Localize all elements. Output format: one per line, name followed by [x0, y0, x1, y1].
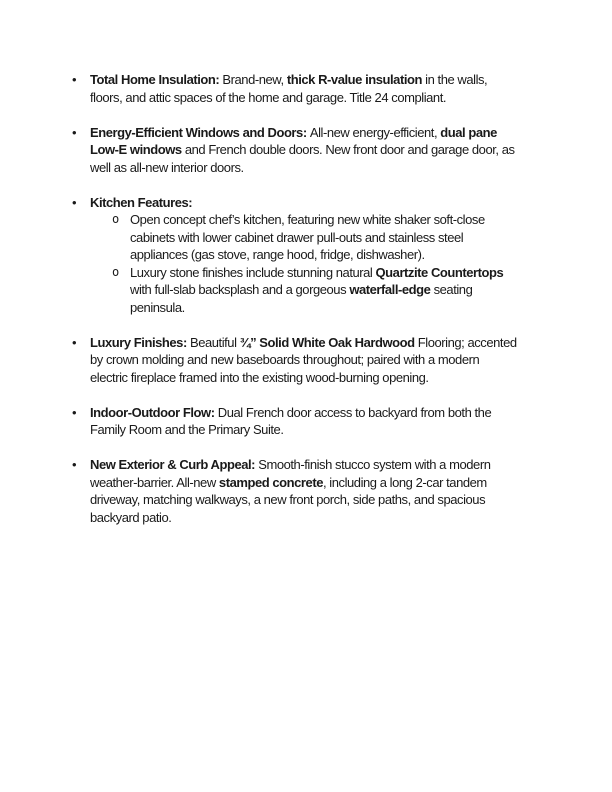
bullet-marker: •	[72, 72, 77, 87]
text-line	[130, 229, 542, 247]
text-run: dual pane	[440, 124, 497, 140]
text-line	[130, 246, 542, 264]
text-line	[90, 404, 542, 422]
text-run: floors, and attic spaces of the home and garage. Title 24 compliant.	[90, 89, 447, 105]
bullet-marker: •	[72, 404, 77, 420]
text-run: electric fireplace framed into the existing wood-burning opening.	[90, 369, 429, 385]
text-run: Kitchen Features:	[90, 194, 193, 210]
text-run: cabinets with lower cabinet drawer pull-outs and stainless steel	[130, 229, 464, 245]
text-run: , including a long 2-car tandem	[322, 474, 487, 490]
text-run: by crown molding and new baseboards throughout; paired with a modern	[90, 352, 480, 367]
text-run: Open concept chef’s kitchen, featuring new white shaker soft-close	[130, 212, 485, 227]
circle-marker: o	[112, 264, 119, 279]
item-content	[90, 404, 542, 439]
text-run: and French double doors. New front door and garage door, as	[184, 142, 515, 157]
text-run: seating	[430, 282, 473, 297]
text-run: Total Home Insulation:	[90, 72, 223, 87]
text-run: in the walls,	[421, 72, 488, 87]
sub-item-content	[130, 211, 542, 264]
text-line	[90, 456, 542, 474]
text-run: Family Room and the Primary Suite.	[90, 422, 284, 437]
text-run: All-new energy-efficient,	[309, 124, 441, 140]
bullet-item	[72, 71, 542, 106]
bullet-marker: •	[72, 334, 77, 350]
text-line	[90, 474, 542, 492]
text-run: Indoor-Outdoor Flow:	[90, 404, 218, 420]
text-run: waterfall-edge	[349, 282, 431, 297]
text-run: with full-slab backsplash and a gorgeous	[130, 282, 350, 297]
text-line	[90, 141, 542, 159]
text-line	[130, 281, 542, 299]
item-content	[90, 194, 542, 317]
text-run: well as all-new interior doors.	[90, 159, 244, 175]
text-run: stamped concrete	[218, 474, 323, 490]
sub-bullet-item	[90, 211, 542, 264]
text-line	[130, 211, 542, 229]
text-run: Luxury Finishes:	[90, 334, 190, 350]
bullet-item	[72, 456, 542, 526]
text-run: Smooth-finish stucco system with a modern	[258, 457, 491, 472]
bullet-list	[72, 71, 542, 526]
sub-bullet-item	[90, 264, 542, 317]
text-run: Quartzite Countertops	[375, 264, 504, 280]
bullet-marker: •	[72, 124, 77, 140]
text-line	[90, 334, 542, 352]
item-content	[90, 334, 542, 387]
text-run: peninsula.	[130, 299, 185, 315]
item-content	[90, 71, 542, 106]
text-line	[130, 264, 542, 282]
text-run: appliances (gas stove, range hood, fridge, dishwasher).	[130, 247, 425, 262]
text-line	[90, 491, 542, 509]
bullet-marker: •	[72, 194, 77, 210]
text-line	[90, 509, 542, 527]
text-run: driveway, matching walkways, a new front porch, side paths, and spacious	[90, 492, 486, 507]
text-line	[130, 299, 542, 317]
text-run: Low-E windows	[90, 142, 185, 157]
text-run: Flooring; accented	[417, 334, 517, 350]
text-run: Beautiful	[189, 334, 240, 350]
item-content	[90, 124, 542, 177]
text-run: New Exterior & Curb Appeal:	[90, 457, 259, 472]
text-line	[90, 71, 542, 89]
text-run: backyard patio.	[90, 509, 172, 525]
text-run: weather-barrier. All-new	[90, 474, 219, 490]
bullet-item	[72, 334, 542, 387]
text-run: Dual French door access to backyard from both the	[217, 404, 492, 420]
circle-marker: o	[112, 212, 119, 226]
text-line	[90, 194, 542, 212]
bullet-item	[72, 404, 542, 439]
bullet-item	[72, 194, 542, 317]
text-line	[90, 124, 542, 142]
sub-item-content	[130, 264, 542, 317]
text-line	[90, 351, 542, 369]
text-run: Luxury stone finishes include stunning natural	[130, 264, 376, 280]
text-run: thick R-value insulation	[286, 72, 422, 87]
text-line	[90, 369, 542, 387]
bullet-item	[72, 124, 542, 177]
text-run: Energy-Efficient Windows and Doors:	[90, 124, 310, 140]
text-line	[90, 159, 542, 177]
text-line	[90, 89, 542, 107]
text-run: ¾” Solid White Oak Hardwood	[239, 334, 418, 350]
text-run: Brand-new,	[222, 72, 287, 87]
item-content	[90, 456, 542, 526]
bullet-marker: •	[72, 457, 77, 472]
text-line	[90, 421, 542, 439]
